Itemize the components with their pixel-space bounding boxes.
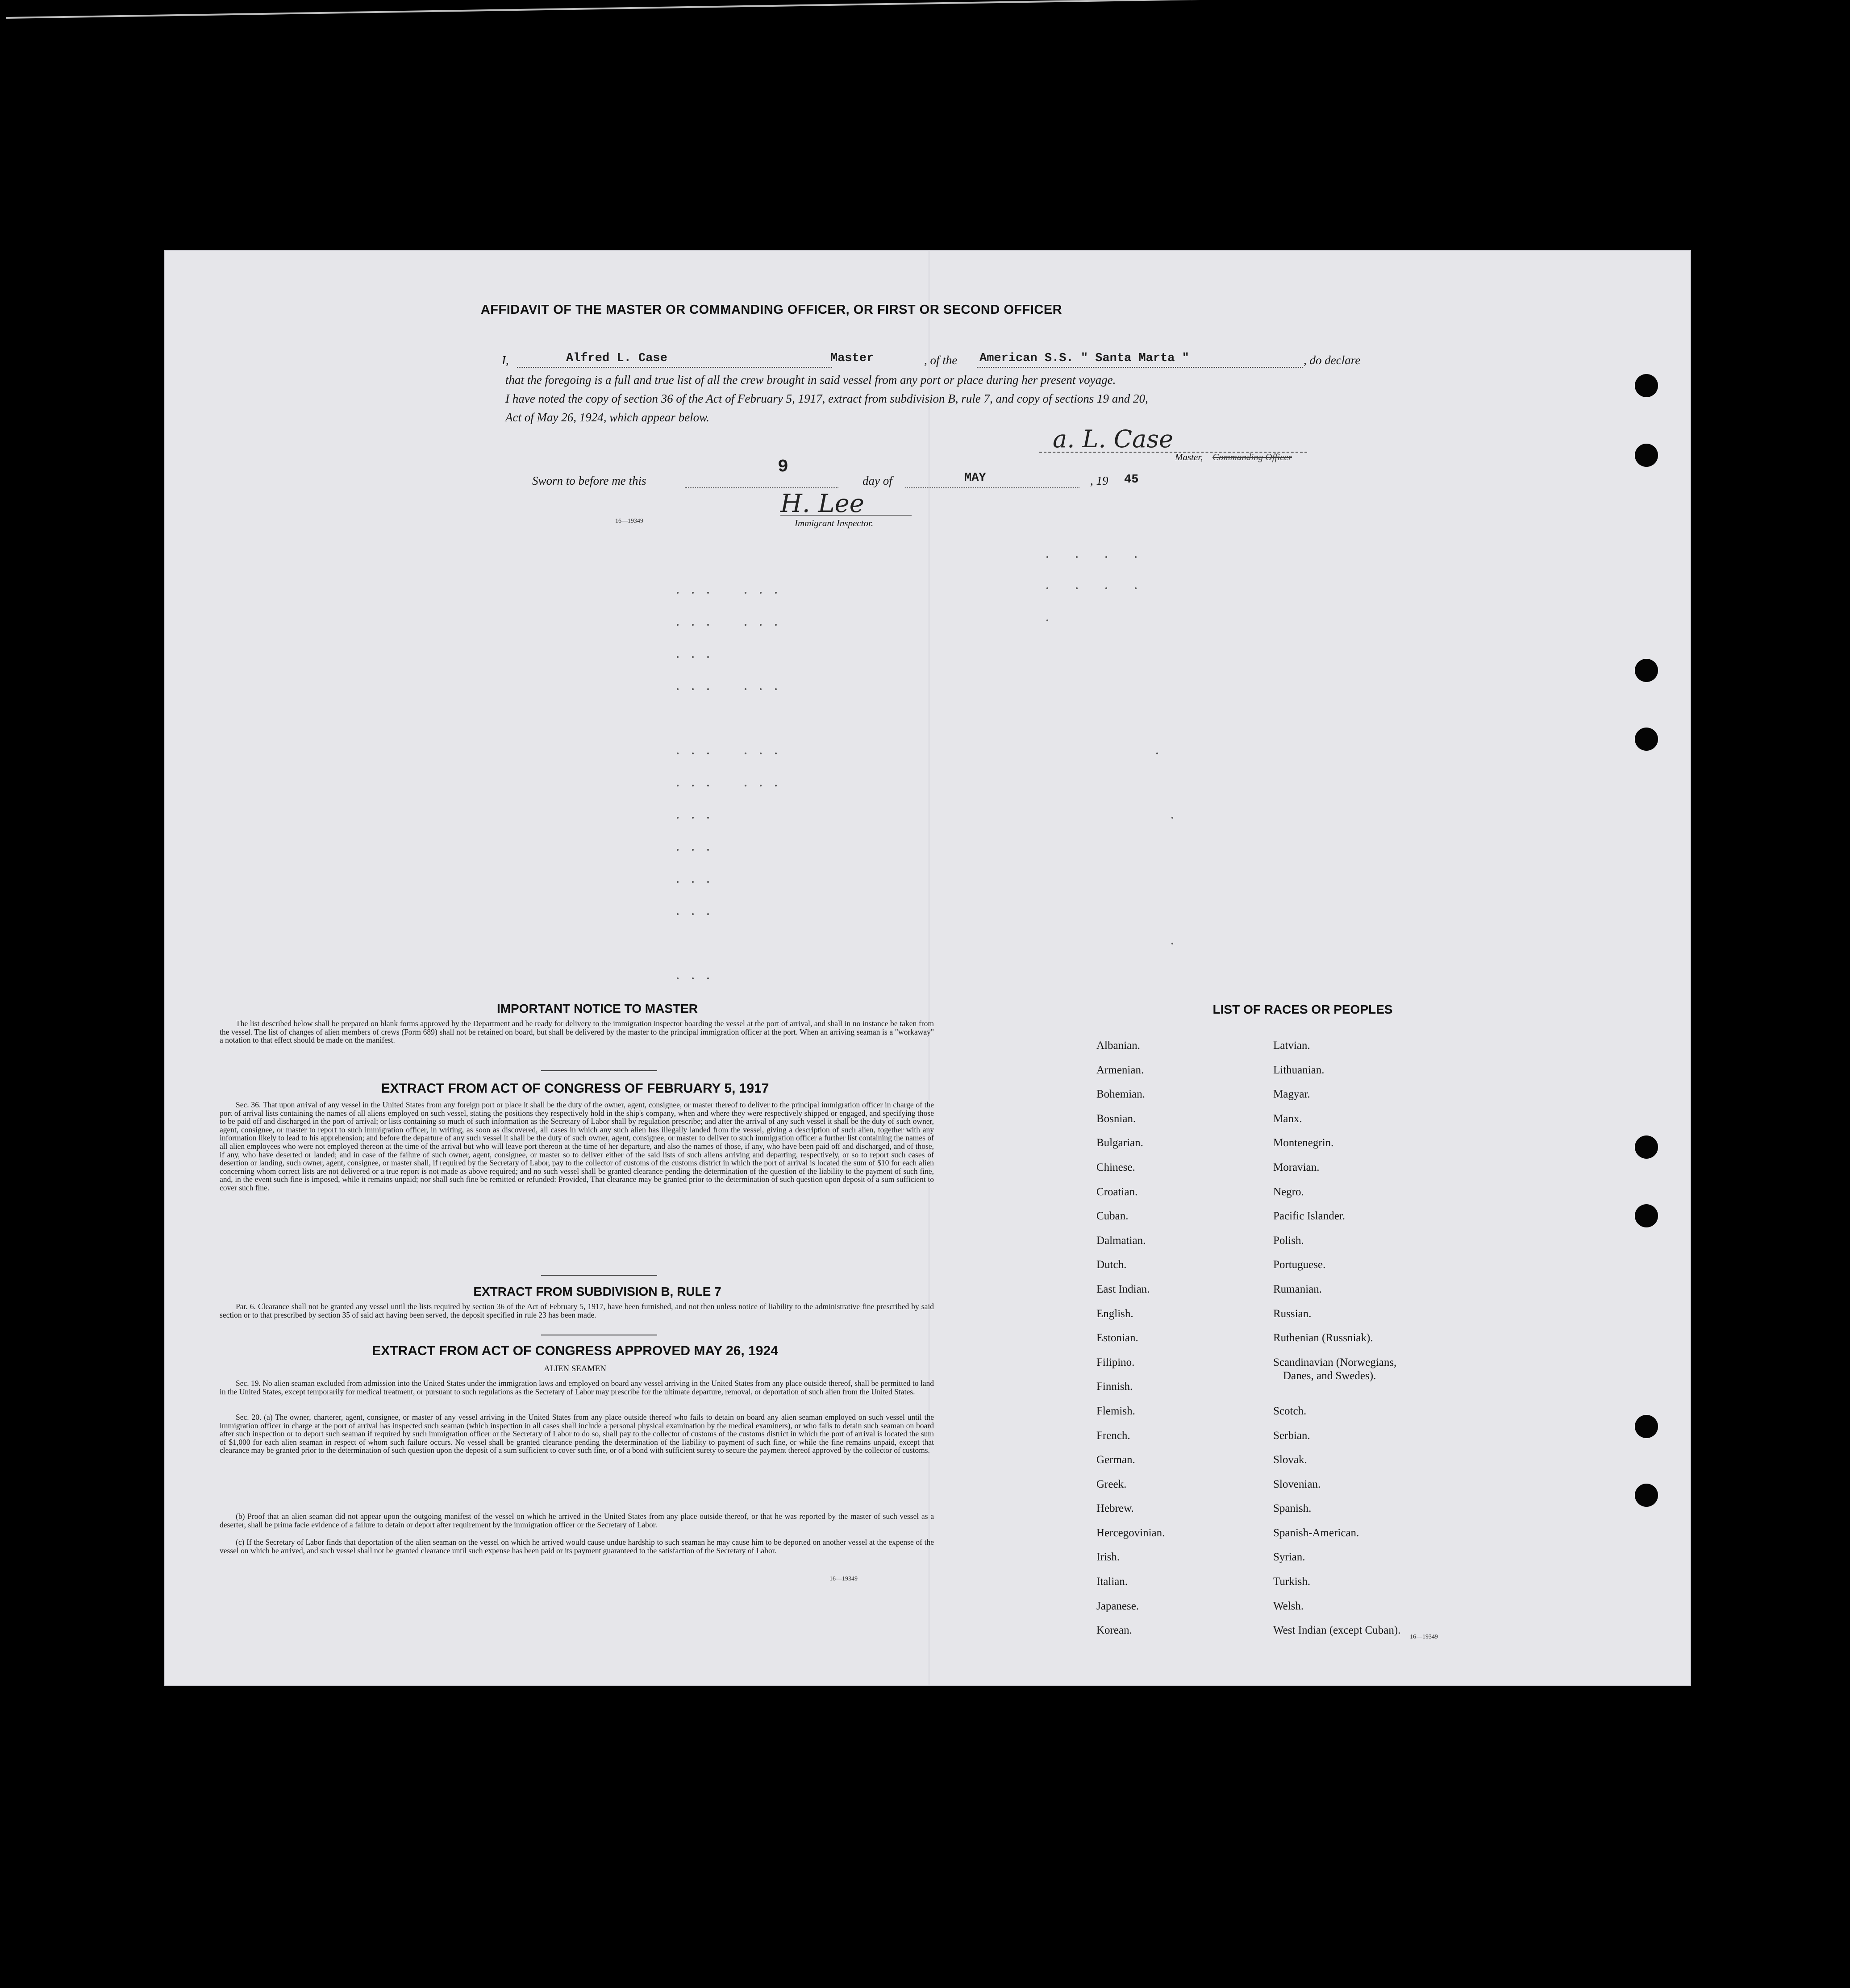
divider	[541, 1070, 657, 1071]
race-item: Portuguese.	[1273, 1259, 1326, 1271]
speck	[1135, 556, 1137, 558]
speck	[707, 849, 709, 851]
speck	[692, 688, 694, 690]
master-caption: Master,	[1175, 452, 1203, 462]
sworn-day-line	[685, 487, 838, 488]
race-item: Greek.	[1096, 1478, 1127, 1490]
speck	[1135, 587, 1137, 589]
speck	[1046, 620, 1048, 621]
race-item: Latvian.	[1273, 1040, 1310, 1052]
race-item: Irish.	[1096, 1551, 1120, 1564]
speck	[692, 849, 694, 851]
speck	[677, 881, 679, 883]
race-item: Rumanian.	[1273, 1283, 1322, 1295]
race-item: Pacific Islander.	[1273, 1210, 1346, 1223]
subdivision-b-body: Par. 6. Clearance shall not be granted any vessel until the lists required by section 36 of the Act of February 5, 1917, have been furnished, and not then unless notice of liability to the administrative fine prescribed by said section or to that prescribed by section 35 of said act having been served, the deposit specified in rule 23 has been made.	[220, 1302, 934, 1319]
speck	[760, 785, 762, 786]
speck	[692, 624, 694, 626]
do-declare-text: , do declare	[1304, 354, 1361, 367]
speck	[745, 785, 746, 786]
speck	[707, 817, 709, 819]
sworn-text: Sworn to before me this	[532, 474, 646, 487]
speck	[692, 881, 694, 883]
speck	[707, 592, 709, 594]
speck	[692, 753, 694, 754]
inspector-signature: H. Lee	[780, 489, 864, 518]
race-item: Slovak.	[1273, 1454, 1307, 1466]
speck	[677, 977, 679, 979]
name-blank-line	[517, 367, 832, 368]
speck	[745, 624, 746, 626]
film-edge-line	[6, 0, 1747, 19]
race-item: Italian.	[1096, 1576, 1128, 1588]
binder-hole	[1635, 728, 1658, 751]
speck	[775, 753, 777, 754]
master-rank: Master	[830, 352, 874, 365]
race-item: Ruthenian (Russniak).	[1273, 1332, 1373, 1344]
speck	[707, 624, 709, 626]
races-left-column	[1096, 1039, 1165, 1648]
speck	[692, 656, 694, 658]
race-item: Manx.	[1273, 1112, 1302, 1125]
affidavit-line-4: Act of May 26, 1924, which appear below.	[505, 411, 709, 424]
speck	[692, 913, 694, 915]
speck	[692, 977, 694, 979]
speck	[1105, 587, 1107, 589]
race-item: Armenian.	[1096, 1064, 1144, 1076]
speck	[1046, 587, 1048, 589]
race-item: Albanian.	[1096, 1040, 1140, 1052]
race-item: Bohemian.	[1096, 1088, 1146, 1101]
sec-20a-text: Sec. 20. (a) The owner, charterer, agent, consignee, or master of any vessel arriving in the United States from any place outside thereof who fails to detain on board any alien seaman employed on such vessel until the immigration officer in charge at the port of arrival has inspected such seaman (which inspection in all cases shall include a personal physical examination by the medical examiners), or who fails to detain such seaman on board after such inspection or to deport such seaman if required by such immigration officer or the Secretary of Labor to do so, shall pay to the collector of customs of the customs district in which the port of arrival is located the sum of $1,000 for each alien seaman in respect of whom such failure occurs. No vessel shall be granted clearance pending the determination of the liability to payment of such fine, or while the fine remains unpaid, except that clearance may be granted prior to the determination of such question upon the deposit of a sum sufficient to cover such fine, or of a bond with sufficient surety to secure the payment thereof approved by the collector of customs.	[220, 1413, 934, 1455]
affidavit-i: I,	[502, 354, 509, 367]
speck	[775, 785, 777, 786]
speck	[677, 688, 679, 690]
speck	[677, 656, 679, 658]
extract-1924-title: EXTRACT FROM ACT OF CONGRESS APPROVED MAY 26, 1924	[372, 1343, 778, 1358]
speck	[692, 817, 694, 819]
races-title: LIST OF RACES OR PEOPLES	[1212, 1002, 1393, 1016]
speck	[677, 817, 679, 819]
speck	[707, 753, 709, 754]
race-item: Polish.	[1273, 1234, 1304, 1247]
speck	[692, 592, 694, 594]
speck	[677, 785, 679, 786]
sworn-month: MAY	[964, 471, 986, 485]
race-item: East Indian.	[1096, 1283, 1150, 1295]
binder-hole	[1635, 1484, 1658, 1507]
speck	[775, 624, 777, 626]
day-of-text: day of	[862, 474, 892, 487]
master-caption-struck: Commanding Officer	[1212, 452, 1292, 462]
race-item: Dutch.	[1096, 1259, 1127, 1271]
race-item: Bulgarian.	[1096, 1137, 1143, 1149]
master-name: Alfred L. Case	[566, 352, 667, 365]
race-item: Dalmatian.	[1096, 1234, 1146, 1247]
speck	[745, 688, 746, 690]
race-item: Chinese.	[1096, 1161, 1135, 1173]
race-item: Welsh.	[1273, 1600, 1304, 1612]
binder-hole	[1635, 659, 1658, 682]
inspector-caption: Immigrant Inspector.	[795, 518, 874, 528]
races-right-column	[1273, 1039, 1400, 1648]
sec-19-text: Sec. 19. No alien seaman excluded from admission into the United States under the immigration laws and employed on board any vessel arriving in the United States from any place outside thereof, shall be permitted to land in the United States, except temporarily for medical treatment, or pursuant to such regulations as the Secretary of Labor may prescribe for the ultimate departure, removal, or deportation of such alien from the United States.	[220, 1379, 934, 1396]
affidavit-title: AFFIDAVIT OF THE MASTER OR COMMANDING OFFICER, OR FIRST OR SECOND OFFICER	[480, 303, 1062, 317]
race-item: German.	[1096, 1454, 1135, 1466]
speck	[692, 785, 694, 786]
sec-20c-text: (c) If the Secretary of Labor finds that deportation of the alien seaman on the vessel on which he arrived would cause undue hardship to such seaman he may cause him to be deported on another vessel at the expense of the vessel on which he arrived, and such vessel shall not be granted clearance until such expense has been paid or its payment guaranteed to the satisfaction of the Secretary of Labor.	[220, 1538, 934, 1555]
divider	[541, 1275, 657, 1276]
vessel-blank-line	[977, 367, 1303, 368]
speck	[1076, 587, 1078, 589]
race-item: Turkish.	[1273, 1576, 1311, 1588]
sworn-month-line	[905, 487, 1079, 488]
race-item: Hebrew.	[1096, 1502, 1134, 1515]
speck	[707, 881, 709, 883]
extract-1917-title: EXTRACT FROM ACT OF CONGRESS OF FEBRUARY 5, 1917	[381, 1081, 769, 1096]
document-page	[164, 250, 1691, 1686]
race-item: Montenegrin.	[1273, 1137, 1334, 1149]
master-signature: a. L. Case	[1053, 425, 1173, 453]
race-item: Croatian.	[1096, 1185, 1138, 1198]
race-item: Negro.	[1273, 1185, 1304, 1198]
speck	[1171, 817, 1173, 819]
race-item-scandinavian	[1273, 1356, 1400, 1405]
speck	[677, 624, 679, 626]
race-item-continuation: Danes, and Swedes).	[1283, 1369, 1376, 1382]
of-the-text: , of the	[924, 354, 958, 367]
affidavit-line-2: that the foregoing is a full and true list of all the crew brought in said vessel from any port or place during her present voyage.	[505, 373, 1116, 387]
race-item: Finnish.	[1096, 1381, 1133, 1393]
race-item: Hercegovinian.	[1096, 1526, 1165, 1539]
race-item: Scotch.	[1273, 1405, 1307, 1417]
speck	[707, 688, 709, 690]
race-item: Syrian.	[1273, 1551, 1305, 1564]
speck	[1046, 556, 1048, 558]
race-item: Flemish.	[1096, 1405, 1135, 1417]
race-item: Bosnian.	[1096, 1112, 1136, 1125]
binder-hole	[1635, 1204, 1658, 1227]
speck	[677, 753, 679, 754]
extract-1917-body: Sec. 36. That upon arrival of any vessel in the United States from any foreign port or place it shall be the duty of the owner, agent, consignee, or master thereof to deliver to the principal immigration officer in charge of the port of arrival lists containing the names of all aliens employed on such vessel, stating the positions they respectively hold in the ship's company, when and where they were respectively shipped or engaged, and specifying those to be paid off and discharged in the port of arrival; or lists containing so much of such information as the Secretary of Labor shall by regulation prescribe; and after the arrival of any such vessel it shall be the duty of such owner, agent, consignee, or master to report to such immigration officer, in writing, as soon as discovered, all cases in which any such alien has illegally landed from the vessel, giving a description of such alien, together with any information likely to lead to his apprehension; and before the departure of any such vessel it shall be the duty of such owner, agent, consignee, or master to deliver to such immigration officer a further list containing the names of all alien employees who were not employed thereon at the time of the arrival but who will leave port thereon at the time of her departure, and also the names of those, if any, who have been paid off and discharged, and of those, if any, who have deserted or landed; and in case of the failure of such owner, agent, consignee, or master so to deliver either of the said lists of such aliens arriving and departing, respectively, or so to report such cases of desertion or landing, such owner, agent, consignee, or master shall, if required by the Secretary of Labor, pay to the collector of customs of the customs district in which the port of arrival is located the sum of $10 for each alien concerning whom correct lists are not delivered or a true report is not made as above required; and no such vessel shall be granted clearance pending the determination of the question of the liability to the payment of such fine, and, in the event such fine is imposed, while it remains unpaid; nor shall such fine be remitted or refunded: Provided, That clearance may be granted prior to the determination of such question upon deposit of a sum sufficient to cover such fine.	[220, 1100, 934, 1192]
speck	[1076, 556, 1078, 558]
binder-hole	[1635, 444, 1658, 467]
sec-20b-text: (b) Proof that an alien seaman did not appear upon the outgoing manifest of the vessel on which he arrived in the United States from any place outside thereof, or that he was reported by the master of such vessel as a deserter, shall be prima facie evidence of a failure to detain or deport after requirement by the immigration officer or the Secretary of Labor.	[220, 1512, 934, 1529]
affidavit-line-3: I have noted the copy of section 36 of the Act of February 5, 1917, extract from subdivision B, rule 7, and copy of sections 19 and 20,	[505, 392, 1148, 405]
race-item: English.	[1096, 1307, 1133, 1320]
alien-seamen-subtitle: ALIEN SEAMEN	[544, 1364, 606, 1373]
speck	[677, 913, 679, 915]
binder-hole	[1635, 1415, 1658, 1438]
sworn-year-suffix: 45	[1124, 473, 1139, 487]
race-item: Korean.	[1096, 1624, 1132, 1637]
speck	[1105, 556, 1107, 558]
speck	[760, 753, 762, 754]
race-item: Serbian.	[1273, 1429, 1310, 1442]
subdivision-b-title: EXTRACT FROM SUBDIVISION B, RULE 7	[473, 1285, 721, 1298]
speck	[1156, 753, 1158, 754]
speck	[677, 849, 679, 851]
speck	[760, 624, 762, 626]
year-prefix: , 19	[1090, 474, 1108, 487]
speck	[760, 688, 762, 690]
speck	[745, 592, 746, 594]
race-item: Cuban.	[1096, 1210, 1129, 1223]
race-item: Lithuanian.	[1273, 1064, 1325, 1076]
race-item: Estonian.	[1096, 1332, 1138, 1344]
binder-hole	[1635, 1135, 1658, 1159]
speck	[775, 688, 777, 690]
race-item: Filipino.	[1096, 1356, 1135, 1368]
race-item: Spanish-American.	[1273, 1526, 1359, 1539]
race-item: Spanish.	[1273, 1502, 1312, 1515]
extract-form-number: 16—19349	[829, 1576, 858, 1582]
speck	[707, 656, 709, 658]
inspector-signature-line	[780, 515, 912, 516]
speck	[707, 785, 709, 786]
speck	[745, 753, 746, 754]
race-item-line: Scandinavian (Norwegians,	[1273, 1356, 1397, 1368]
races-form-number: 16—19349	[1410, 1634, 1438, 1640]
race-item: Moravian.	[1273, 1161, 1320, 1173]
race-item: Slovenian.	[1273, 1478, 1321, 1490]
race-item: West Indian (except Cuban).	[1273, 1624, 1401, 1637]
sworn-day: 9	[778, 457, 789, 477]
vessel-name: American S.S. " Santa Marta "	[979, 352, 1189, 365]
notice-body: The list described below shall be prepared on blank forms approved by the Department and be ready for delivery to the immigration inspector boarding the vessel at the port of arrival, and shall in no instance be taken from the vessel. The list of changes of alien members of crews (Form 689) shall not be retained on board, but shall be delivered by the master to the principal immigration officer at the port. When an arriving seaman is a "workaway" a notation to that effect should be made on the manifest.	[220, 1019, 934, 1045]
speck	[707, 977, 709, 979]
speck	[677, 592, 679, 594]
race-item: Japanese.	[1096, 1600, 1139, 1612]
race-item: French.	[1096, 1429, 1130, 1442]
race-item: Russian.	[1273, 1307, 1312, 1320]
race-item: Magyar.	[1273, 1088, 1310, 1101]
speck	[707, 913, 709, 915]
speck	[1171, 943, 1173, 944]
notice-title: IMPORTANT NOTICE TO MASTER	[496, 1002, 698, 1015]
speck	[760, 592, 762, 594]
speck	[775, 592, 777, 594]
affidavit-form-number: 16—19349	[615, 518, 643, 524]
binder-hole	[1635, 374, 1658, 397]
